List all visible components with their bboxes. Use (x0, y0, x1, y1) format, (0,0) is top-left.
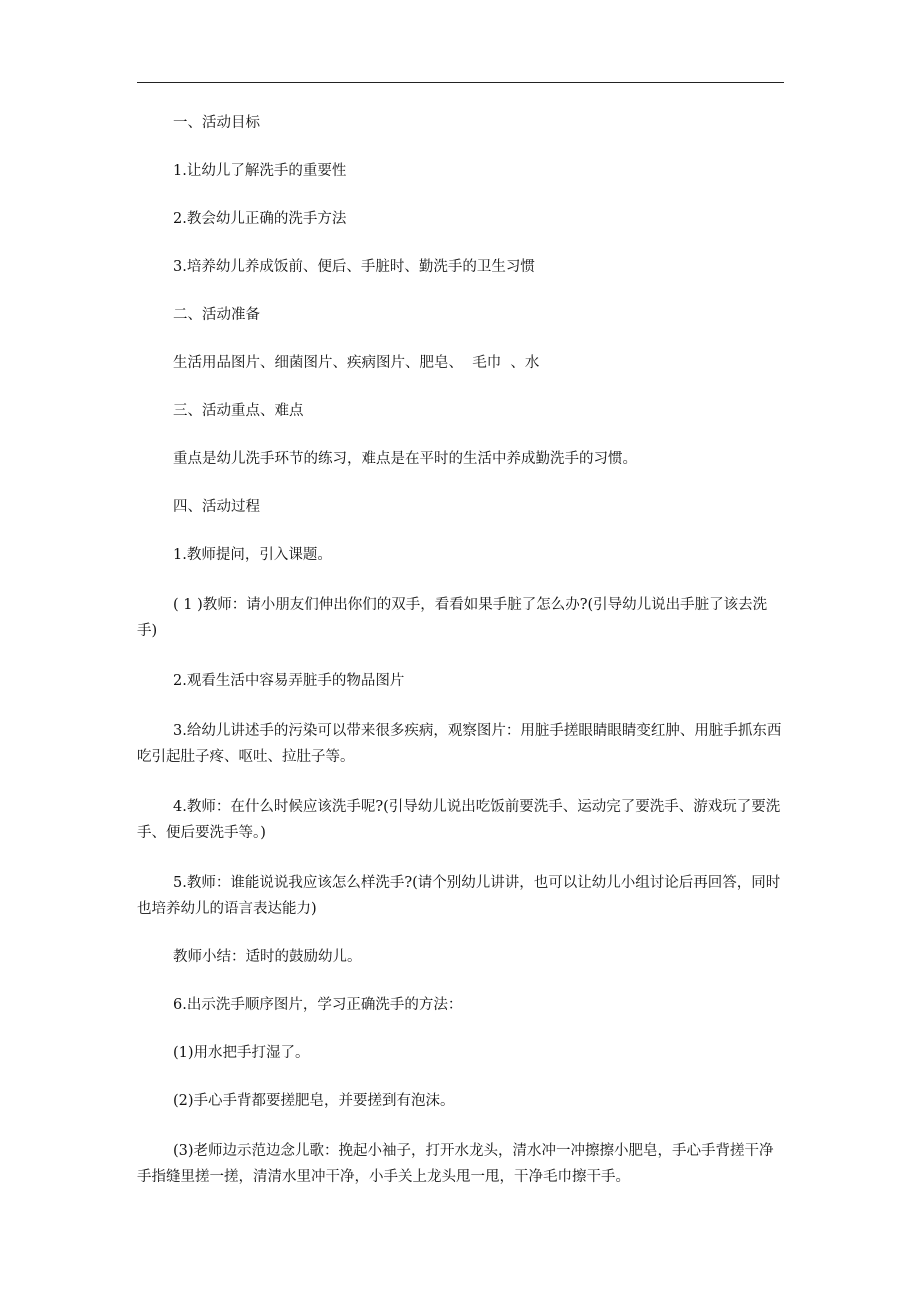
process-step: 6.出示洗手顺序图片，学习正确洗手的方法： (173, 997, 463, 1013)
process-step: 5.教师：谁能说说我应该怎么样洗手?(请个别幼儿讲讲，也可以让幼儿小组讨论后再回答，同时也培养幼儿的语言表达能力) (137, 875, 781, 917)
process-step: 3.给幼儿讲述手的污染可以带来很多疾病，观察图片：用脏手搓眼睛眼睛变红肿、用脏手抓东西吃引起肚子疼、呕吐、拉肚子等。 (137, 723, 782, 765)
process-step: 2.观看生活中容易弄脏手的物品图片 (173, 673, 405, 689)
process-step: ( 1 )教师：请小朋友们伸出你们的双手，看看如果手脏了怎么办?(引导幼儿说出手脏了该去洗手) (137, 597, 768, 639)
heading-process: 四、活动过程 (173, 499, 260, 515)
header-rule (137, 82, 784, 83)
process-step: 4.教师：在什么时候应该洗手呢?(引导幼儿说出吃饭前要洗手、运动完了要洗手、游戏玩了要洗手、便后要洗手等。) (137, 799, 781, 841)
document-body (137, 110, 784, 1190)
heading-preparation: 二、活动准备 (173, 307, 260, 323)
teacher-summary: 教师小结：适时的鼓励幼儿。 (173, 949, 362, 965)
heading-key-points: 三、活动重点、难点 (173, 403, 304, 419)
handwash-step: (1)用水把手打湿了。 (173, 1045, 310, 1061)
heading-goals: 一、活动目标 (173, 115, 260, 131)
preparation-text: 生活用品图片、细菌图片、疾病图片、肥皂、 毛巾 、水 (173, 355, 540, 371)
key-points-text: 重点是幼儿洗手环节的练习，难点是在平时的生活中养成勤洗手的习惯。 (173, 451, 637, 467)
goal-item: 2.教会幼儿正确的洗手方法 (173, 211, 347, 227)
goal-item: 3.培养幼儿养成饭前、便后、手脏时、勤洗手的卫生习惯 (173, 259, 535, 275)
goal-item: 1.让幼儿了解洗手的重要性 (173, 163, 347, 179)
process-step: 1.教师提问，引入课题。 (173, 547, 332, 563)
handwash-step: (2)手心手背都要搓肥皂，并要搓到有泡沫。 (173, 1093, 455, 1109)
handwash-step: (3)老师边示范边念儿歌：挽起小袖子，打开水龙头，清水冲一冲擦擦小肥皂，手心手背搓干净手指缝里搓一搓，清清水里冲干净，小手关上龙头甩一甩，干净毛巾擦干手。 (137, 1143, 774, 1185)
